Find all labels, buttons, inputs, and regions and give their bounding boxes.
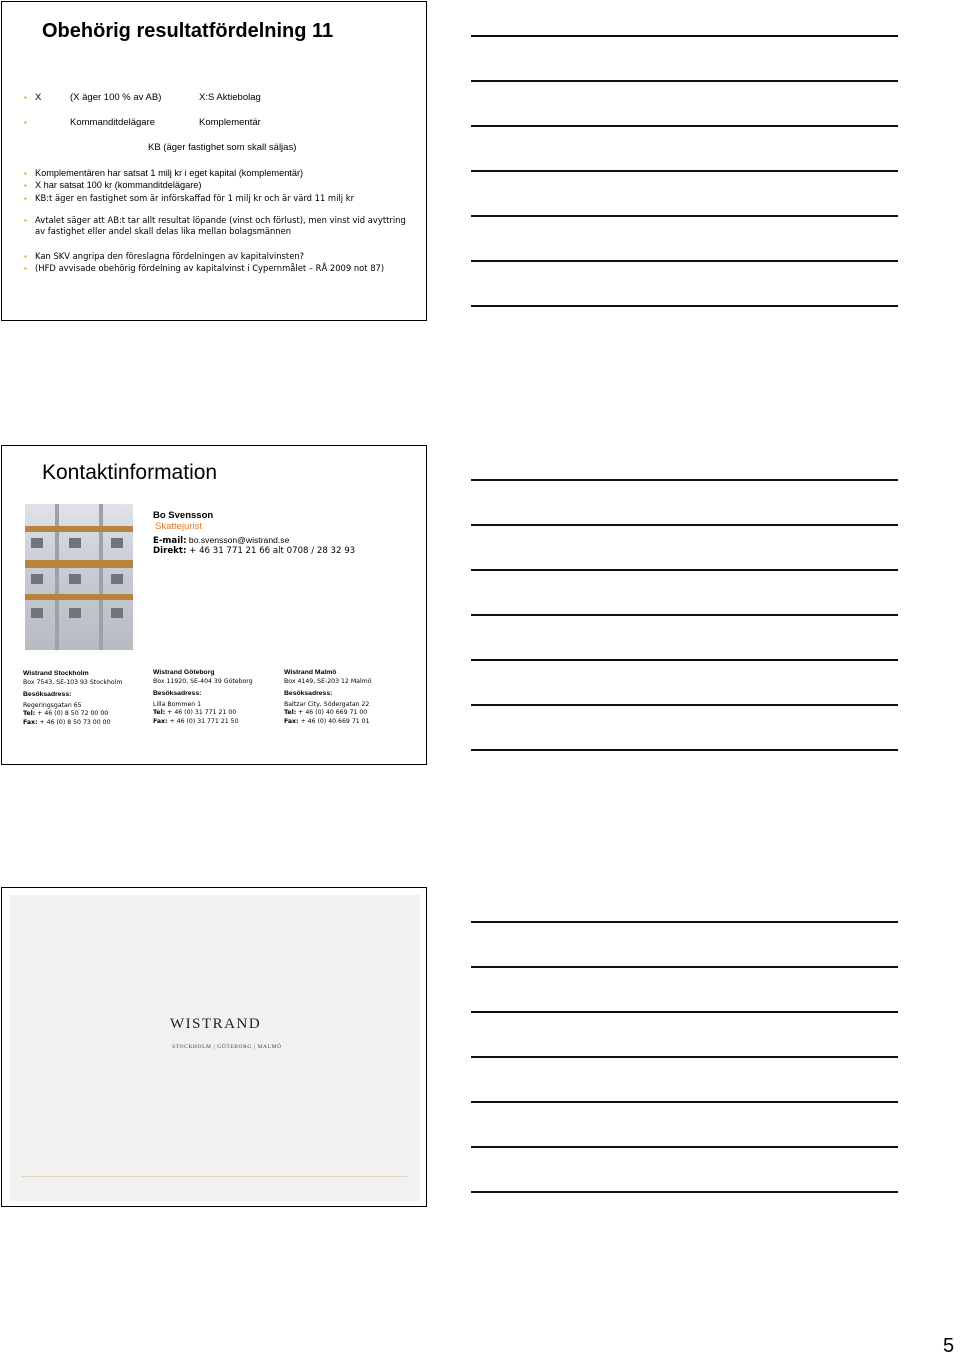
note-line	[471, 1146, 898, 1148]
visit-label: Besöksadress:	[153, 690, 202, 697]
office-name: Wistrand Malmö	[284, 669, 337, 676]
note-line	[471, 170, 898, 172]
slide-1	[1, 1, 427, 321]
note-line	[471, 1101, 898, 1103]
bullet-icon: ▪	[24, 181, 27, 190]
note-line	[471, 1191, 898, 1193]
note-line	[471, 125, 898, 127]
bullet-text: (HFD avvisade obehörig fördelning av kapitalvinst i Cypernmålet – RÅ 2009 not 87)	[35, 263, 385, 273]
tel-label: Tel:	[284, 709, 297, 716]
phone-label: Direkt:	[153, 546, 187, 556]
footer-rule	[22, 1176, 407, 1177]
office-building-photo	[25, 504, 133, 650]
page-number: 5	[943, 1335, 955, 1357]
bullet-icon: ▪	[24, 194, 27, 203]
office-malmo	[284, 669, 419, 726]
note-line	[471, 569, 898, 571]
fax-label: Fax:	[153, 717, 168, 725]
komplementar-label: Komplementär	[199, 117, 261, 128]
bullet-text: Avtalet säger att AB:t tar allt resultat löpande (vinst och förlust), men vinst vid avyttring av fastighet eller andel skall delas lika mellan bolagsmännen	[35, 215, 406, 236]
bullet-icon: ▪	[24, 169, 27, 178]
fax-number: + 46 (0) 31 771 21 50	[169, 717, 239, 725]
kb-label: KB (äger fastighet som skall säljas)	[148, 142, 297, 153]
note-line	[471, 260, 898, 262]
note-line	[471, 749, 898, 751]
office-name: Wistrand Stockholm	[23, 670, 89, 677]
wistrand-cities: STOCKHOLM | GÖTEBORG | MALMÖ	[172, 1044, 282, 1050]
note-line	[471, 659, 898, 661]
note-line	[471, 921, 898, 923]
note-line	[471, 524, 898, 526]
person-role: Skattejurist	[155, 521, 202, 532]
note-line	[471, 966, 898, 968]
bullet-icon: ▪	[24, 216, 27, 225]
office-box: Box 7543, SE-103 93 Stockholm	[23, 678, 123, 686]
note-line	[471, 305, 898, 307]
owner-x: X	[35, 92, 42, 103]
kommanditdelagare-label: Kommanditdelägare	[70, 117, 156, 128]
email-link[interactable]: bo.svensson@wistrand.se	[188, 535, 290, 545]
bullet-icon: ▪	[24, 93, 27, 102]
office-goteborg	[153, 669, 278, 726]
company-xs: X:S Aktiebolag	[199, 92, 261, 103]
tel-label: Tel:	[153, 709, 166, 716]
tel-number: + 46 (0) 8 50 72 00 00	[37, 710, 109, 717]
note-line	[471, 1011, 898, 1013]
visit-address: Baltzar City, Södergatan 22	[284, 700, 370, 708]
note-line	[471, 35, 898, 37]
owner-x-note: (X äger 100 % av AB)	[70, 92, 162, 103]
bullet-text: X har satsat 100 kr (kommanditdelägare)	[35, 180, 202, 190]
tel-label: Tel:	[23, 710, 36, 717]
email-label: E-mail:	[153, 536, 187, 546]
person-name: Bo Svensson	[153, 510, 214, 521]
slide-3	[1, 887, 427, 1207]
office-stockholm	[23, 670, 148, 727]
tel-number: + 46 (0) 40 669 71 00	[298, 709, 368, 716]
bullet-text: KB:t äger en fastighet som är införskaffad för 1 milj kr och är värd 11 milj kr	[35, 193, 355, 203]
visit-label: Besöksadress:	[284, 690, 333, 697]
note-line	[471, 704, 898, 706]
bullet-icon: ▪	[24, 118, 27, 127]
bullet-icon: ▪	[24, 252, 27, 261]
note-line	[471, 80, 898, 82]
fax-number: + 46 (0) 40 669 71 01	[300, 717, 370, 725]
office-name: Wistrand Göteborg	[153, 669, 215, 676]
fax-label: Fax:	[23, 718, 38, 726]
note-line	[471, 614, 898, 616]
bullet-text: Komplementären har satsat 1 milj kr i eget kapital (komplementär)	[35, 168, 304, 178]
note-line	[471, 1056, 898, 1058]
email-row	[153, 535, 289, 546]
office-box: Box 11920, SE-404 39 Göteborg	[153, 677, 253, 685]
fax-number: + 46 (0) 8 50 73 00 00	[39, 718, 111, 726]
note-line	[471, 479, 898, 481]
slide-2	[1, 445, 427, 765]
office-box: Box 4149, SE-203 12 Malmö	[284, 677, 372, 685]
visit-label: Besöksadress:	[23, 691, 72, 698]
slide-title: Kontaktinformation	[42, 461, 218, 484]
visit-address: Regeringsgatan 65	[23, 701, 82, 709]
phone-number: + 46 31 771 21 66 alt 0708 / 28 32 93	[189, 546, 356, 556]
bullet-text: Kan SKV angripa den föreslagna fördelningen av kapitalvinsten?	[35, 251, 305, 261]
note-line	[471, 215, 898, 217]
wistrand-logo: WISTRAND	[170, 1016, 262, 1032]
slide-title: Obehörig resultatfördelning 11	[42, 20, 334, 42]
bullet-icon: ▪	[24, 264, 27, 273]
tel-number: + 46 (0) 31 771 21 00	[167, 709, 237, 716]
visit-address: Lilla Bommen 1	[153, 700, 202, 708]
phone-row	[153, 546, 355, 556]
fax-label: Fax:	[284, 717, 299, 725]
